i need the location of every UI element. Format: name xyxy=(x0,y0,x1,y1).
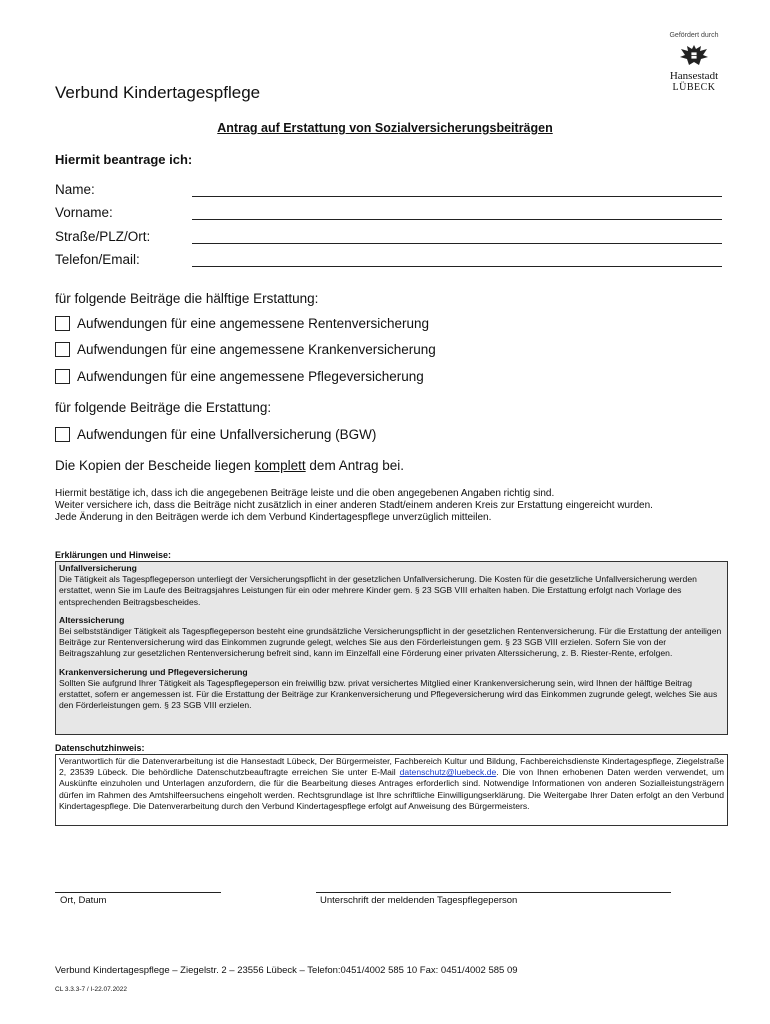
funded-by-text: Gefördert durch xyxy=(669,32,719,39)
contact-label: Telefon/Email: xyxy=(55,252,140,267)
firstname-field[interactable] xyxy=(192,219,722,220)
hint-title: Alterssicherung xyxy=(59,614,125,625)
confirmation-line: Jede Änderung in den Beiträgen werde ich dem Verbund Kindertagespflege unverzüglich mitteilen. xyxy=(55,512,492,523)
city-name-line2: LÜBECK xyxy=(672,82,716,93)
applicant-heading: Hiermit beantrage ich: xyxy=(55,152,193,167)
confirmation-line: Hiermit bestätige ich, dass ich die angegebenen Beiträge leiste und die oben angegebenen Angaben richtig sind. xyxy=(55,488,555,499)
contact-field[interactable] xyxy=(192,266,722,267)
privacy-heading: Datenschutzhinweis: xyxy=(55,743,145,753)
option-pension[interactable] xyxy=(55,316,429,331)
accident-label: Aufwendungen für eine Unfallversicherung (BGW) xyxy=(77,427,377,442)
pension-label: Aufwendungen für eine angemessene Rentenversicherung xyxy=(77,316,429,331)
eagle-crest-icon xyxy=(679,43,709,69)
option-care[interactable] xyxy=(55,369,424,384)
name-label: Name: xyxy=(55,182,95,197)
privacy-text: Verantwortlich für die Datenverarbeitung ist die Hansestadt Lübeck, Der Bürgermeister, Fachbereich Kultur und Bildung, Fachbereichsdienste Kindertagespflege, Ziegelstraße 2, 23539 Lübeck. Die behördliche Datenschutzbeauftragte erreichen Sie unter E-Mail xyxy=(59,756,724,778)
accident-checkbox[interactable] xyxy=(55,427,70,442)
hint-text: Bei selbstständiger Tätigkeit als Tagespflegeperson besteht eine grundsätzliche Versicherungspflicht in der gesetzlichen Rentenversicherung. Für die Erstattung der anteiligen Beiträge zur Rentenversicherung wird das Einkommen zugrunde gelegt, welches Sie aus den Förderleistungen gem. § 23 SGB VIII erzielen. Sofern Sie von der Beitragszahlung zur gesetzlichen Rentenversicherung befreit sind, kann im Einzelfall eine Förderung einer privaten Alterssicherung, z. B. Riester-Rente, erfolgen. xyxy=(59,626,722,659)
footer-contact: Verbund Kindertagespflege – Ziegelstr. 2 – 23556 Lübeck – Telefon:0451/4002 585 10 Fax: 0451/4002 585 09 xyxy=(55,965,518,976)
hint-section-pension xyxy=(59,615,724,660)
address-field[interactable] xyxy=(192,243,722,244)
signature-label: Unterschrift der meldenden Tagespflegeperson xyxy=(320,895,518,906)
copies-text-before: Die Kopien der Bescheide liegen xyxy=(55,458,255,473)
hint-section-accident xyxy=(59,563,724,608)
place-date-line[interactable] xyxy=(55,892,221,893)
option-accident[interactable] xyxy=(55,427,376,442)
privacy-email-link[interactable]: datenschutz@luebeck.de xyxy=(399,767,497,778)
option-health[interactable] xyxy=(55,342,436,357)
place-date-label: Ort, Datum xyxy=(60,895,107,906)
hint-text: Die Tätigkeit als Tagespflegeperson unterliegt der Versicherungspflicht in der gesetzlichen Unfallversicherung. Die Kosten für die gesetzliche Unfallversicherung werden erstattet, wenn Sie im Laufe des Beitragsjahres Leistungen für ein oder mehrere Kinder gem. § 23 SGB VIII erhalten haben. Die Erstattung erfolgt nach Vorlage des entsprechenden Beitragsbescheides. xyxy=(59,574,697,607)
copies-text-after: dem Antrag bei. xyxy=(305,458,404,473)
hint-section-health xyxy=(59,667,724,712)
hint-text: Sollten Sie aufgrund Ihrer Tätigkeit als Tagespflegeperson ein freiwillig bzw. privat versichertes Mitglied einer Krankenversicherung sein, wird Ihnen der hälftige Beitrag erstattet, sofern er angemessen ist. Für die Erstattung der Beiträge zur Krankenversicherung und Pflegeversicherung wird das Einkommen zugrunde gelegt, welches Sie aus den Förderleistungen gem. § 23 SGB VIII erzielen. xyxy=(59,677,718,711)
confirmation-line: Weiter versichere ich, dass die Beiträge nicht zusätzlich in einer anderen Stadt/einem anderen Kreis zur Erstattung eingereicht wurden. xyxy=(55,500,653,511)
form-title: Antrag auf Erstattung von Sozialversicherungsbeiträgen xyxy=(217,121,553,135)
health-label: Aufwendungen für eine angemessene Krankenversicherung xyxy=(77,342,436,357)
confirmation-block xyxy=(55,488,725,524)
privacy-box xyxy=(55,754,728,826)
firstname-label: Vorname: xyxy=(55,205,113,220)
privacy-text-cont: . Die von Ihnen erhobenen Daten werden verwendet, um Auskünfte einzuholen und Unterlagen anzufordern, die für die Bearbeitung dieses Antrages erforderlich sind. Notwendige Informationen von anderen Sozialleistungsträgern dürfen im Rahmen des Amtshilfeersuchens eingeholt werden. Rechtsgrundlage ist Ihre schriftliche Einwilligungserklärung. Die Weitergabe Ihrer Daten erfolgt an den Verbund Kindertagespflege. Die Datenverarbeitung durch den Verbund Kindertagespflege erfolgt auf Anweisung des Bürgermeisters. xyxy=(59,767,724,811)
full-refund-intro: für folgende Beiträge die Erstattung: xyxy=(55,400,272,415)
address-label: Straße/PLZ/Ort: xyxy=(55,229,151,244)
care-label: Aufwendungen für eine angemessene Pflegeversicherung xyxy=(77,369,424,384)
signature-line[interactable] xyxy=(316,892,671,893)
hints-box xyxy=(55,561,728,735)
city-name-line1: Hansestadt xyxy=(669,70,719,82)
document-reference: CL 3.3.3-7 / I-22.07.2022 xyxy=(55,986,128,993)
hint-title: Unfallversicherung xyxy=(59,563,137,573)
pension-checkbox[interactable] xyxy=(55,316,70,331)
half-refund-intro: für folgende Beiträge die hälftige Erstattung: xyxy=(55,291,319,306)
copies-statement xyxy=(55,458,404,473)
health-checkbox[interactable] xyxy=(55,342,70,357)
hints-heading: Erklärungen und Hinweise: xyxy=(55,550,172,560)
name-field[interactable] xyxy=(192,196,722,197)
city-logo xyxy=(654,32,734,93)
care-checkbox[interactable] xyxy=(55,369,70,384)
copies-text-underlined: komplett xyxy=(254,458,306,473)
organization-title: Verbund Kindertagespflege xyxy=(55,83,261,102)
hint-title: Krankenversicherung und Pflegeversicherung xyxy=(59,666,248,677)
